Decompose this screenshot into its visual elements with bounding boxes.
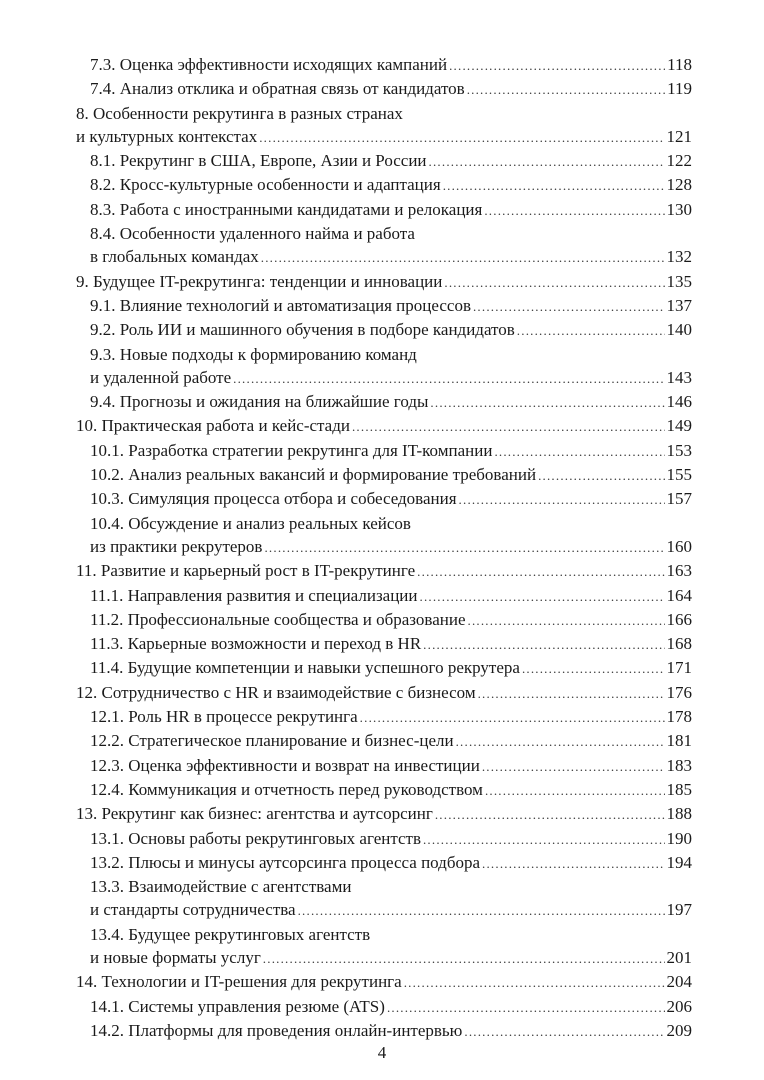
toc-entry-heading[interactable] <box>76 102 692 125</box>
toc-entry-title: 7.3. Оценка эффективности исходящих кампаний <box>90 55 448 74</box>
toc-entry-page: 143 <box>666 367 692 387</box>
toc-entry[interactable] <box>76 294 692 318</box>
toc-entry-page: 149 <box>666 416 692 436</box>
toc-entry-title: 13.4. Будущее рекрутинговых агентств <box>90 924 371 944</box>
toc-entry[interactable] <box>76 53 692 77</box>
toc-entry-page: 146 <box>666 392 692 412</box>
toc-entry[interactable] <box>76 318 692 342</box>
toc-leader-dots <box>259 126 664 149</box>
toc-entry[interactable] <box>76 535 692 559</box>
toc-entry[interactable] <box>76 1019 692 1043</box>
toc-entry-title: 12.1. Роль HR в процессе рекрутинга <box>90 707 358 727</box>
toc-entry-page: 140 <box>666 320 692 340</box>
toc-entry-page: 181 <box>666 731 692 751</box>
toc-entry[interactable] <box>76 681 692 705</box>
page-number: 4 <box>377 1043 387 1062</box>
toc-entry-page: 197 <box>666 900 692 920</box>
toc-entry-page: 168 <box>666 634 692 654</box>
toc-entry-page: 135 <box>666 271 692 291</box>
toc-entry[interactable] <box>76 270 692 294</box>
toc-entry[interactable] <box>76 946 692 970</box>
toc-leader-dots <box>459 488 665 511</box>
toc-entry-heading[interactable] <box>76 222 692 245</box>
toc-entry[interactable] <box>76 827 692 851</box>
toc-entry-heading[interactable] <box>76 923 692 946</box>
toc-entry-page: 178 <box>666 707 692 727</box>
toc-entry[interactable] <box>76 245 692 269</box>
toc-entry-title: 14.2. Платформы для проведения онлайн-интервью <box>90 1020 463 1040</box>
toc-entry-page: 204 <box>666 972 692 992</box>
toc-entry-page: 130 <box>666 199 692 219</box>
toc-leader-dots <box>233 367 664 390</box>
toc-leader-dots <box>264 536 664 559</box>
toc-entry-title: 8.3. Работа с иностранными кандидатами и релокация <box>90 199 483 219</box>
toc-entry[interactable] <box>76 77 692 101</box>
toc-entry[interactable] <box>76 802 692 826</box>
toc-entry-title: 12.4. Коммуникация и отчетность перед руководством <box>90 779 483 799</box>
toc-entry-heading[interactable] <box>76 875 692 898</box>
toc-entry-title: 13.3. Взаимодействие с агентствами <box>90 877 352 897</box>
toc-entry-page: 206 <box>666 996 692 1016</box>
toc-leader-dots <box>387 996 665 1019</box>
toc-entry[interactable] <box>76 705 692 729</box>
toc-entry-title: 10.1. Разработка стратегии рекрутинга для IT-компании <box>90 440 493 460</box>
toc-leader-dots <box>430 391 664 414</box>
toc-entry-heading[interactable] <box>76 512 692 535</box>
toc-entry[interactable] <box>76 366 692 390</box>
toc-entry[interactable] <box>76 463 692 487</box>
toc-leader-dots <box>538 464 664 487</box>
toc-entry[interactable] <box>76 487 692 511</box>
toc-entry[interactable] <box>76 173 692 197</box>
toc-entry[interactable] <box>76 754 692 778</box>
toc-entry[interactable] <box>76 656 692 680</box>
toc-entry-title: 8. Особенности рекрутинга в разных странах <box>76 103 403 123</box>
toc-entry-page: 118 <box>667 55 692 74</box>
toc-entry[interactable] <box>76 559 692 583</box>
toc-entry-page: 153 <box>666 440 692 460</box>
toc-entry-page: 132 <box>666 247 692 267</box>
toc-leader-dots <box>464 1020 664 1043</box>
toc-entry-title: и культурных контекстах <box>76 126 258 146</box>
toc-entry-page: 166 <box>666 609 692 629</box>
toc-leader-dots <box>482 852 664 875</box>
toc-leader-dots <box>423 828 665 851</box>
toc-entry-page: 190 <box>666 828 692 848</box>
table-of-contents <box>76 53 692 1043</box>
toc-entry-title: 13. Рекрутинг как бизнес: агентства и аутсорсинг <box>76 804 433 824</box>
toc-entry-title: 9.3. Новые подходы к формированию команд <box>90 344 417 364</box>
toc-entry-title: 9.4. Прогнозы и ожидания на ближайшие годы <box>90 392 429 412</box>
toc-leader-dots <box>443 174 665 197</box>
toc-entry-title: 8.2. Кросс-культурные особенности и адаптация <box>90 175 441 195</box>
toc-entry[interactable] <box>76 632 692 656</box>
toc-entry-page: 171 <box>666 658 692 678</box>
toc-leader-dots <box>423 633 664 656</box>
toc-entry[interactable] <box>76 125 692 149</box>
toc-entry-title: 13.1. Основы работы рекрутинговых агентств <box>90 828 421 848</box>
toc-leader-dots <box>261 246 665 269</box>
toc-entry-title: 11.2. Профессиональные сообщества и образование <box>90 609 466 629</box>
toc-entry-page: 160 <box>666 536 692 556</box>
toc-entry-page: 128 <box>666 175 692 195</box>
toc-entry-page: 183 <box>666 755 692 775</box>
toc-entry-title: 9.2. Роль ИИ и машинного обучения в подборе кандидатов <box>90 320 515 340</box>
toc-entry-title: 12.2. Стратегическое планирование и бизнес-цели <box>90 731 454 751</box>
toc-leader-dots <box>420 585 665 608</box>
toc-entry-title: 11. Развитие и карьерный рост в IT-рекрутинге <box>76 561 416 581</box>
toc-entry[interactable] <box>76 608 692 632</box>
toc-entry-page: 157 <box>666 489 692 509</box>
toc-entry-title: 8.1. Рекрутинг в США, Европе, Азии и России <box>90 151 427 171</box>
toc-entry-page: 137 <box>666 295 692 315</box>
toc-entry[interactable] <box>76 414 692 438</box>
toc-entry-title: 11.1. Направления развития и специализации <box>90 585 418 605</box>
toc-entry-title: в глобальных командах <box>90 247 259 267</box>
toc-leader-dots <box>449 54 665 77</box>
toc-entry-page: 185 <box>666 779 692 799</box>
toc-entry-title: 8.4. Особенности удаленного найма и работа <box>90 224 415 244</box>
toc-entry-title: 10.4. Обсуждение и анализ реальных кейсов <box>90 513 411 533</box>
toc-entry-title: и новые форматы услуг <box>90 947 261 967</box>
toc-entry-title: 9.1. Влияние технологий и автоматизация процессов <box>90 295 471 315</box>
toc-leader-dots <box>263 947 665 970</box>
toc-leader-dots <box>444 271 664 294</box>
toc-entry-title: 10. Практическая работа и кейс-стади <box>76 416 350 436</box>
toc-entry[interactable] <box>76 729 692 753</box>
toc-entry[interactable] <box>76 995 692 1019</box>
toc-entry-title: 14.1. Системы управления резюме (ATS) <box>90 996 385 1016</box>
toc-entry[interactable] <box>76 778 692 802</box>
toc-entry-page: 201 <box>666 947 692 967</box>
toc-leader-dots <box>478 682 665 705</box>
toc-entry-page: 163 <box>666 561 692 581</box>
toc-entry-title: 11.4. Будущие компетенции и навыки успешного рекрутера <box>90 658 520 678</box>
toc-entry[interactable] <box>76 584 692 608</box>
toc-entry-title: 12. Сотрудничество с HR и взаимодействие с бизнесом <box>76 682 476 702</box>
toc-leader-dots <box>429 150 665 173</box>
toc-leader-dots <box>456 730 665 753</box>
toc-entry[interactable] <box>76 439 692 463</box>
toc-entry-title: 10.3. Симуляция процесса отбора и собеседования <box>90 489 457 509</box>
toc-entry-page: 194 <box>666 852 692 872</box>
toc-entry-title: 14. Технологии и IT-решения для рекрутинга <box>76 972 402 992</box>
toc-entry-page: 209 <box>666 1020 692 1040</box>
toc-entry-title: из практики рекрутеров <box>90 536 263 556</box>
toc-leader-dots <box>482 755 665 778</box>
toc-entry-title: и стандарты сотрудничества <box>90 900 296 920</box>
toc-entry-page: 122 <box>666 151 692 171</box>
toc-leader-dots <box>352 415 665 438</box>
toc-leader-dots <box>417 560 664 583</box>
toc-leader-dots <box>468 609 665 632</box>
toc-entry-heading[interactable] <box>76 343 692 366</box>
toc-entry-page: 155 <box>666 465 692 485</box>
toc-entry-page: 164 <box>666 585 692 605</box>
toc-entry[interactable] <box>76 198 692 222</box>
toc-entry-page: 119 <box>667 79 692 99</box>
toc-entry-title: 10.2. Анализ реальных вакансий и формирование требований <box>90 465 537 485</box>
toc-leader-dots <box>360 706 665 729</box>
toc-leader-dots <box>517 319 665 342</box>
toc-entry-page: 121 <box>666 126 692 146</box>
toc-entry[interactable] <box>76 970 692 994</box>
toc-entry[interactable] <box>76 898 692 922</box>
toc-entry[interactable] <box>76 851 692 875</box>
toc-leader-dots <box>522 657 665 680</box>
toc-entry-title: 12.3. Оценка эффективности и возврат на инвестиции <box>90 755 480 775</box>
toc-leader-dots <box>404 971 665 994</box>
toc-leader-dots <box>435 803 665 826</box>
toc-entry-title: 7.4. Анализ отклика и обратная связь от кандидатов <box>90 79 465 99</box>
toc-entry-title: и удаленной работе <box>90 367 232 387</box>
toc-entry-title: 11.3. Карьерные возможности и переход в HR <box>90 634 422 654</box>
toc-entry-title: 13.2. Плюсы и минусы аутсорсинга процесса подбора <box>90 852 481 872</box>
toc-entry-page: 188 <box>666 804 692 824</box>
toc-entry[interactable] <box>76 390 692 414</box>
toc-entry-page: 176 <box>666 682 692 702</box>
toc-leader-dots <box>298 899 665 922</box>
toc-leader-dots <box>484 199 664 222</box>
toc-leader-dots <box>467 78 665 101</box>
toc-leader-dots <box>494 440 664 463</box>
toc-leader-dots <box>485 779 665 802</box>
toc-leader-dots <box>473 295 665 318</box>
toc-entry[interactable] <box>76 149 692 173</box>
toc-entry-title: 9. Будущее IT-рекрутинга: тенденции и инновации <box>76 271 443 291</box>
